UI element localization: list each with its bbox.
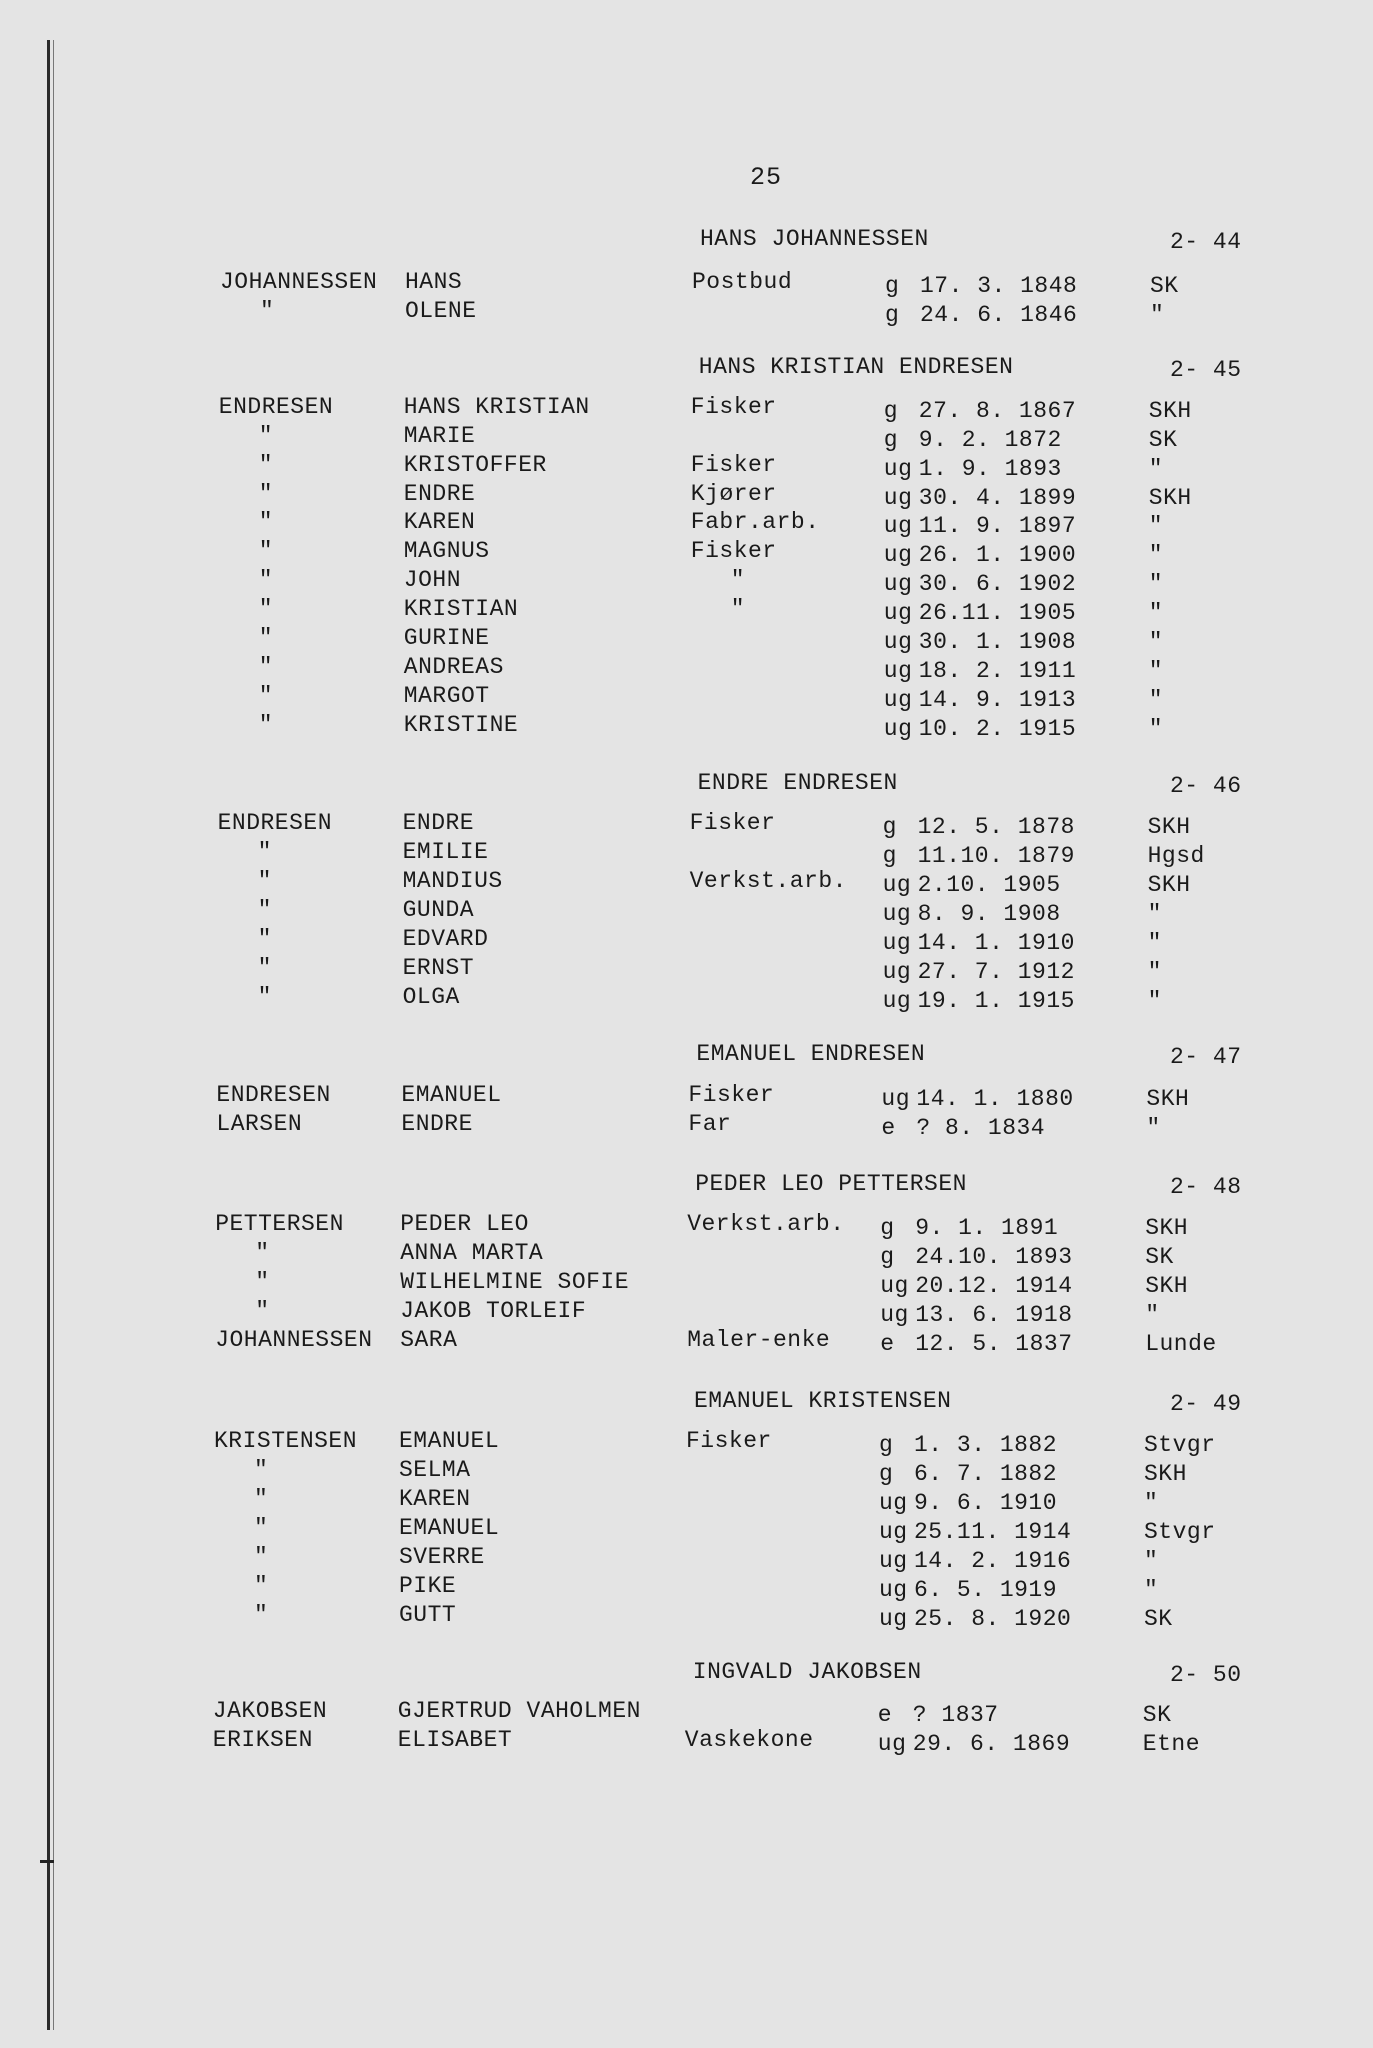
entry-occupation: Maler-enke xyxy=(687,1327,831,1353)
entry-birth-date: 30. 4. 1899 xyxy=(918,485,1077,511)
section-title: EMANUEL KRISTENSEN xyxy=(694,1388,952,1414)
entry-birthplace: " xyxy=(1147,901,1162,927)
entry-marital-status: ug xyxy=(883,658,913,684)
entry-given-name: KRISTOFFER xyxy=(403,452,547,478)
entry-surname: " xyxy=(258,538,274,564)
entry-surname: PETTERSEN xyxy=(215,1211,344,1237)
entry-given-name: ENDRE xyxy=(401,1111,473,1137)
entry-occupation: Fisker xyxy=(690,452,777,478)
entry-birthplace: " xyxy=(1148,571,1164,597)
entry-occupation: Kjører xyxy=(690,481,777,507)
entry-birth-date: 1. 9. 1893 xyxy=(918,456,1062,482)
entry-birth-date: 24.10. 1893 xyxy=(915,1244,1073,1270)
entry-marital-status: e xyxy=(880,1331,895,1357)
entry-birthplace: SK xyxy=(1148,427,1178,453)
entry-surname: " xyxy=(258,683,274,709)
entry-birthplace: " xyxy=(1144,1490,1159,1516)
entry-birth-date: 26. 1. 1900 xyxy=(918,542,1077,568)
section-code: 2- 48 xyxy=(1170,1174,1242,1200)
entry-birthplace: SKH xyxy=(1144,1461,1187,1487)
entry-surname: " xyxy=(254,1457,269,1483)
entry-marital-status: e xyxy=(881,1115,896,1141)
entry-occupation: Postbud xyxy=(692,269,793,295)
entry-given-name: PIKE xyxy=(399,1573,457,1599)
entry-marital-status: ug xyxy=(883,716,913,742)
section-title: HANS KRISTIAN ENDRESEN xyxy=(698,354,1014,380)
entry-marital-status: ug xyxy=(882,930,912,956)
entry-birth-date: 20.12. 1914 xyxy=(915,1273,1073,1299)
entry-birth-date: 9. 2. 1872 xyxy=(918,427,1062,453)
entry-given-name: MANDIUS xyxy=(402,868,503,894)
entry-birthplace: " xyxy=(1148,600,1164,626)
entry-surname: " xyxy=(257,868,272,894)
entry-marital-status: ug xyxy=(883,542,913,568)
entry-birthplace: " xyxy=(1145,1302,1160,1328)
entry-birthplace: SK xyxy=(1145,1244,1174,1270)
entry-marital-status: g xyxy=(883,427,899,453)
entry-given-name: WILHELMINE SOFIE xyxy=(400,1269,630,1295)
entry-marital-status: g xyxy=(883,398,899,424)
entry-marital-status: g xyxy=(885,302,900,328)
entry-given-name: JAKOB TORLEIF xyxy=(400,1298,587,1324)
entry-occupation: Fisker xyxy=(690,538,777,564)
entry-marital-status: g xyxy=(879,1432,894,1458)
entry-birthplace: " xyxy=(1148,687,1164,713)
entry-birthplace: Stvgr xyxy=(1144,1432,1216,1458)
entry-birth-date: ? 8. 1834 xyxy=(916,1115,1046,1141)
entry-birthplace: " xyxy=(1146,1115,1161,1141)
entry-marital-status: ug xyxy=(883,485,913,511)
entry-birth-date: 9. 1. 1891 xyxy=(915,1215,1059,1241)
entry-birth-date: 6. 5. 1919 xyxy=(914,1577,1058,1603)
entry-given-name: KAREN xyxy=(399,1486,471,1512)
entry-surname: " xyxy=(254,1486,269,1512)
entry-birthplace: SKH xyxy=(1147,872,1191,898)
entry-surname: " xyxy=(257,839,272,865)
entry-marital-status: e xyxy=(877,1702,893,1728)
entry-surname: ENDRESEN xyxy=(218,394,334,420)
entry-birth-date: 6. 7. 1882 xyxy=(914,1461,1058,1487)
entry-birth-date: 12. 5. 1837 xyxy=(915,1331,1073,1357)
entry-marital-status: g xyxy=(880,1215,895,1241)
entry-surname: " xyxy=(258,509,274,535)
entry-birth-date: 27. 7. 1912 xyxy=(917,959,1075,985)
entry-surname: LARSEN xyxy=(216,1111,303,1137)
entry-marital-status: ug xyxy=(879,1548,908,1574)
section-code: 2- 49 xyxy=(1170,1391,1242,1417)
entry-surname: " xyxy=(258,654,274,680)
entry-marital-status: ug xyxy=(882,988,912,1014)
entry-occupation: Fabr.arb. xyxy=(690,509,820,535)
entry-surname: " xyxy=(257,897,272,923)
entry-birth-date: 25.11. 1914 xyxy=(914,1519,1072,1545)
entry-surname: " xyxy=(255,1240,270,1266)
entry-given-name: SARA xyxy=(400,1327,458,1353)
entry-occupation: Fisker xyxy=(690,394,777,420)
entry-marital-status: g xyxy=(885,273,900,299)
entry-given-name: HANS xyxy=(405,269,463,295)
entry-occupation: Fisker xyxy=(688,1082,775,1108)
entry-given-name: GJERTRUD VAHOLMEN xyxy=(397,1698,641,1724)
entry-birthplace: SKH xyxy=(1145,1215,1189,1241)
entry-marital-status: ug xyxy=(882,959,912,985)
entry-surname: " xyxy=(257,984,272,1010)
section-code: 2- 46 xyxy=(1170,773,1242,799)
entry-given-name: MARGOT xyxy=(403,683,490,709)
entry-birth-date: 14. 9. 1913 xyxy=(918,687,1077,713)
entry-given-name: EDVARD xyxy=(402,926,489,952)
entry-occupation: Fisker xyxy=(689,810,776,836)
entry-birth-date: 24. 6. 1846 xyxy=(920,302,1078,328)
entry-birth-date: 25. 8. 1920 xyxy=(914,1606,1072,1632)
entry-surname: " xyxy=(258,452,274,478)
entry-surname: JOHANNESSEN xyxy=(215,1327,373,1353)
entry-marital-status: g xyxy=(882,814,897,840)
section-title: HANS JOHANNESSEN xyxy=(700,226,929,252)
entry-birth-date: 14. 2. 1916 xyxy=(914,1548,1072,1574)
entry-marital-status: ug xyxy=(880,1302,909,1328)
entry-surname: " xyxy=(255,1269,270,1295)
entry-marital-status: ug xyxy=(883,456,913,482)
entry-birth-date: 14. 1. 1910 xyxy=(917,930,1075,956)
entry-occupation: Verkst.arb. xyxy=(689,868,847,894)
entry-marital-status: ug xyxy=(883,513,913,539)
entry-birthplace: Stvgr xyxy=(1144,1519,1216,1545)
entry-birth-date: 27. 8. 1867 xyxy=(918,398,1077,424)
section-title: INGVALD JAKOBSEN xyxy=(692,1659,922,1685)
entry-birthplace: " xyxy=(1147,988,1162,1014)
entry-occupation: Vaskekone xyxy=(684,1727,814,1753)
entry-birthplace: " xyxy=(1148,513,1164,539)
entry-birth-date: 13. 6. 1918 xyxy=(915,1302,1073,1328)
entry-surname: " xyxy=(258,625,274,651)
entry-surname: " xyxy=(258,712,274,738)
entry-birthplace: SK xyxy=(1150,273,1179,299)
page-number: 25 xyxy=(750,163,783,192)
entry-birthplace: SK xyxy=(1142,1702,1172,1728)
entry-given-name: MAGNUS xyxy=(403,538,490,564)
entry-given-name: SELMA xyxy=(399,1457,471,1483)
entry-birth-date: 2.10. 1905 xyxy=(917,872,1061,898)
entry-birth-date: 19. 1. 1915 xyxy=(917,988,1075,1014)
binding-margin-line xyxy=(47,40,50,2030)
entry-birth-date: 12. 5. 1878 xyxy=(917,814,1075,840)
entry-given-name: KRISTIAN xyxy=(403,596,519,622)
entry-birthplace: " xyxy=(1144,1548,1159,1574)
entry-marital-status: ug xyxy=(879,1490,908,1516)
entry-birthplace: " xyxy=(1148,629,1164,655)
entry-given-name: ENDRE xyxy=(403,481,476,507)
section-code: 2- 44 xyxy=(1170,229,1242,255)
entry-given-name: OLGA xyxy=(402,984,460,1010)
entry-surname: " xyxy=(255,1298,270,1324)
entry-given-name: EMANUEL xyxy=(401,1082,502,1108)
entry-marital-status: ug xyxy=(877,1731,907,1757)
section-title: EMANUEL ENDRESEN xyxy=(696,1041,926,1067)
entry-surname: " xyxy=(258,596,274,622)
entry-marital-status: ug xyxy=(883,571,913,597)
entry-birth-date: 11. 9. 1897 xyxy=(918,513,1077,539)
entry-surname: " xyxy=(257,955,272,981)
section-title: ENDRE ENDRESEN xyxy=(697,770,898,796)
entry-birthplace: SKH xyxy=(1147,814,1191,840)
entry-given-name: EMANUEL xyxy=(399,1428,500,1454)
entry-given-name: ERNST xyxy=(402,955,475,981)
entry-birthplace: SKH xyxy=(1145,1273,1189,1299)
entry-birthplace: SKH xyxy=(1148,485,1192,511)
entry-surname: ENDRESEN xyxy=(216,1082,331,1108)
entry-birth-date: 26.11. 1905 xyxy=(918,600,1077,626)
entry-birth-date: ? 1837 xyxy=(912,1702,999,1728)
entry-birth-date: 1. 3. 1882 xyxy=(914,1432,1058,1458)
entry-marital-status: ug xyxy=(881,1086,910,1112)
entry-given-name: ANDREAS xyxy=(403,654,504,680)
section-code: 2- 45 xyxy=(1170,357,1242,383)
entry-surname: " xyxy=(254,1573,269,1599)
entry-birth-date: 8. 9. 1908 xyxy=(917,901,1061,927)
entry-marital-status: ug xyxy=(883,687,913,713)
entry-surname: " xyxy=(254,1602,269,1628)
entry-birth-date: 10. 2. 1915 xyxy=(918,716,1077,742)
entry-occupation: " xyxy=(730,567,746,593)
entry-birthplace: Lunde xyxy=(1145,1331,1217,1357)
entry-birth-date: 30. 1. 1908 xyxy=(918,629,1077,655)
entry-marital-status: ug xyxy=(883,629,913,655)
entry-given-name: ENDRE xyxy=(402,810,475,836)
entry-birth-date: 29. 6. 1869 xyxy=(912,1731,1071,1757)
entry-surname: JAKOBSEN xyxy=(212,1698,328,1724)
entry-occupation: Verkst.arb. xyxy=(687,1211,845,1237)
entry-given-name: PEDER LEO xyxy=(400,1211,529,1237)
entry-occupation: " xyxy=(730,596,746,622)
section-title: PEDER LEO PETTERSEN xyxy=(695,1171,967,1197)
entry-given-name: EMANUEL xyxy=(399,1515,500,1541)
entry-marital-status: ug xyxy=(882,901,912,927)
entry-given-name: OLENE xyxy=(405,298,477,324)
entry-birthplace: Etne xyxy=(1142,1731,1201,1757)
entry-birthplace: " xyxy=(1150,302,1165,328)
entry-surname: " xyxy=(260,298,275,324)
margin-tick-mark xyxy=(40,1860,54,1863)
entry-given-name: GUTT xyxy=(399,1602,457,1628)
entry-surname: " xyxy=(258,481,274,507)
entry-given-name: KRISTINE xyxy=(403,712,519,738)
entry-surname: ERIKSEN xyxy=(212,1727,313,1753)
entry-given-name: ELISABET xyxy=(397,1727,513,1753)
entry-marital-status: g xyxy=(882,843,897,869)
section-code: 2- 47 xyxy=(1170,1044,1242,1070)
entry-birthplace: " xyxy=(1144,1577,1159,1603)
entry-birthplace: " xyxy=(1148,658,1164,684)
entry-surname: " xyxy=(254,1515,269,1541)
entry-marital-status: ug xyxy=(880,1273,909,1299)
entry-birthplace: " xyxy=(1147,959,1162,985)
entry-given-name: ANNA MARTA xyxy=(400,1240,544,1266)
entry-marital-status: g xyxy=(879,1461,894,1487)
entry-birthplace: Hgsd xyxy=(1147,843,1205,869)
entry-marital-status: ug xyxy=(882,872,912,898)
entry-occupation: Far xyxy=(688,1111,732,1137)
entry-birth-date: 30. 6. 1902 xyxy=(918,571,1077,597)
entry-surname: JOHANNESSEN xyxy=(220,269,378,295)
entry-surname: " xyxy=(254,1544,269,1570)
entry-birth-date: 9. 6. 1910 xyxy=(914,1490,1058,1516)
entry-birthplace: " xyxy=(1147,930,1162,956)
entry-birthplace: " xyxy=(1148,542,1164,568)
entry-birthplace: " xyxy=(1148,456,1164,482)
entry-given-name: GUNDA xyxy=(402,897,475,923)
entry-birthplace: SKH xyxy=(1148,398,1192,424)
binding-margin-line-inner xyxy=(53,40,54,2030)
entry-marital-status: ug xyxy=(879,1519,908,1545)
entry-birth-date: 17. 3. 1848 xyxy=(920,273,1078,299)
entry-marital-status: ug xyxy=(879,1606,908,1632)
entry-surname: ENDRESEN xyxy=(217,810,333,836)
entry-surname: " xyxy=(258,567,274,593)
entry-birth-date: 14. 1. 1880 xyxy=(916,1086,1074,1112)
entry-marital-status: ug xyxy=(883,600,913,626)
entry-surname: " xyxy=(258,423,274,449)
entry-given-name: MARIE xyxy=(403,423,476,449)
entry-birthplace: SK xyxy=(1144,1606,1173,1632)
entry-birthplace: SKH xyxy=(1146,1086,1190,1112)
entry-marital-status: g xyxy=(880,1244,895,1270)
entry-occupation: Fisker xyxy=(686,1428,772,1454)
entry-given-name: KAREN xyxy=(403,509,476,535)
entry-marital-status: ug xyxy=(879,1577,908,1603)
entry-given-name: GURINE xyxy=(403,625,490,651)
entry-given-name: JOHN xyxy=(403,567,462,593)
entry-surname: " xyxy=(257,926,272,952)
entry-given-name: EMILIE xyxy=(402,839,489,865)
entry-birthplace: " xyxy=(1148,716,1164,742)
entry-given-name: SVERRE xyxy=(399,1544,485,1570)
entry-surname: KRISTENSEN xyxy=(214,1428,358,1454)
entry-birth-date: 18. 2. 1911 xyxy=(918,658,1077,684)
section-code: 2- 50 xyxy=(1170,1662,1242,1688)
entry-birth-date: 11.10. 1879 xyxy=(917,843,1075,869)
entry-given-name: HANS KRISTIAN xyxy=(403,394,590,420)
